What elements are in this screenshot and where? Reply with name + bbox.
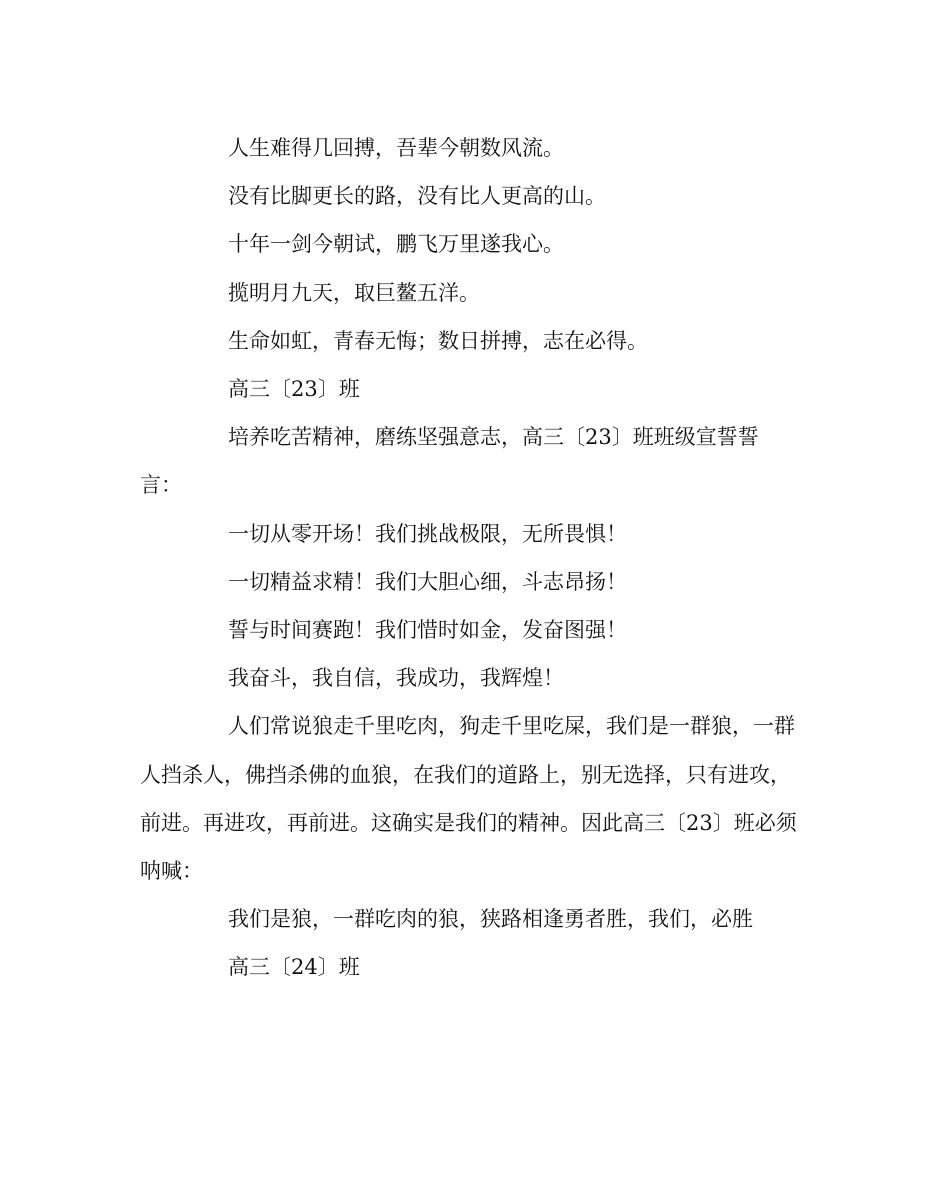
class-heading-23: 高三〔23〕班 [228,377,360,402]
oath-line-3: 誓与时间赛跑！我们惜时如金，发奋图强！ [228,618,627,643]
wolf-paragraph: 人们常说狼走千里吃肉，狗走千里吃屎，我们是一群狼，一群人挡杀人，佛挡杀佛的血狼，在我们的道路上，别无选择，只有进攻，前进。再进攻，再前进。这确实是我们的精神。因此高三〔23〕班必须呐喊： [140,714,797,884]
paragraph-1: 人生难得几回搏，吾辈今朝数风流。 [228,136,564,160]
paragraph-3: 十年一剑今朝试，鹏飞万里遂我心。 [228,232,564,257]
class-heading-24: 高三〔24〕班 [228,955,360,980]
oath-intro: 培养吃苦精神，磨练坚强意志，高三〔23〕班班级宣誓誓言： [140,425,759,498]
document-body [140,124,800,992]
oath-line-1: 一切从零开场！我们挑战极限，无所畏惧！ [228,521,627,546]
oath-line-4: 我奋斗，我自信，我成功，我辉煌！ [228,666,564,691]
oath-line-2: 一切精益求精！我们大胆心细，斗志昂扬！ [228,569,627,594]
wolf-slogan: 我们是狼，一群吃肉的狼，狭路相逢勇者胜，我们，必胜 [228,907,753,932]
paragraph-4: 揽明月九天，取巨鳌五洋。 [228,280,480,305]
paragraph-2: 没有比脚更长的路，没有比人更高的山。 [228,184,606,209]
paragraph-5: 生命如虹，青春无悔；数日拼搏，志在必得。 [228,328,648,353]
